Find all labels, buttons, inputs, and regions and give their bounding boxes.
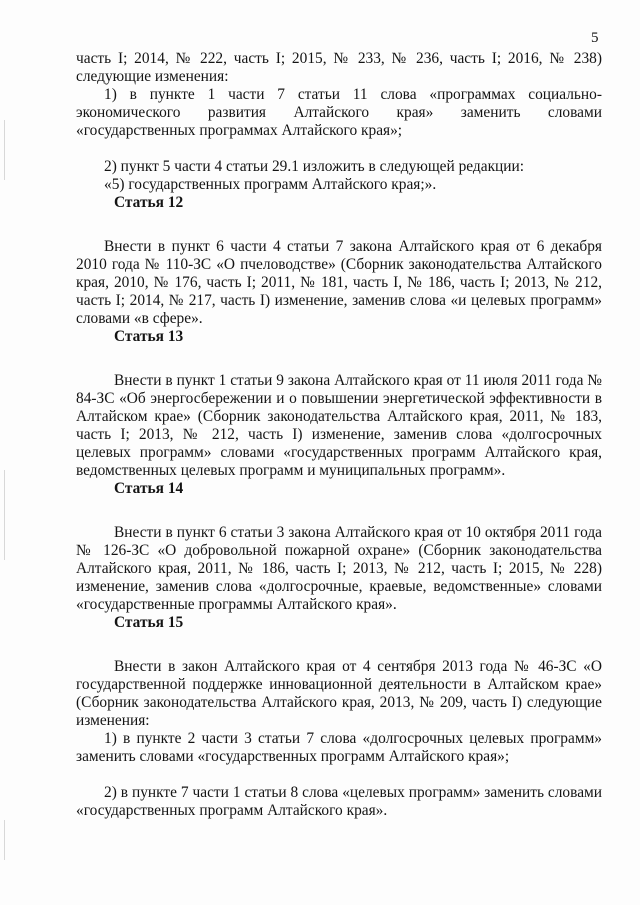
paragraph-item-1: 1) в пункте 1 части 7 статьи 11 слова «программах социально-экономического развития Алтайского края» заменить словами «государственных программах Алтайского края»; [76,86,602,139]
scan-edge-mark [4,120,5,180]
paragraph-item-2: 2) пункт 5 части 4 статьи 29.1 изложить в следующей редакции: [104,158,525,175]
article-12-text: Внести в пункт 6 части 4 статьи 7 закона Алтайского края от 6 декабря 2010 года № 110-ЗС «О пчеловодстве» (Сборник законодательства Алтайского края, 2010, № 176, часть I; 2011, № 181, часть I, № 186, часть I; 2013, № 212, часть I; 2014, № 217, часть I) изменение, заменив слова «и целевых программ» словами «в сфере». [76,238,602,327]
article-13-heading: Статья 13 [114,328,184,345]
scan-edge-mark [4,470,5,560]
article-15-text: Внести в закон Алтайского края от 4 сентября 2013 года № 46-ЗС «О государственной поддержке инновационной деятельности в Алтайском крае» (Сборник законодательства Алтайского края, 2013, № 209, часть I) следующие изменения: [76,658,602,729]
page-number: 5 [591,30,599,46]
document-body [76,50,602,820]
article-15-heading: Статья 15 [114,614,184,631]
paragraph-item-2-text: «5) государственных программ Алтайского края;». [104,176,437,193]
article-14-heading: Статья 14 [114,480,184,497]
article-15-item-1: 1) в пункте 2 части 3 статьи 7 слова «долгосрочных целевых программ» заменить словами «государственных программ Алтайского края»; [76,730,602,765]
article-13-text: Внести в пункт 1 статьи 9 закона Алтайского края от 11 июля 2011 года № 84-ЗС «Об энергосбережении и о повышении энергетической эффективности в Алтайском крае» (Сборник законодательства Алтайского края, 2011, № 183, часть I; 2013, № 212, часть I) изменение, заменив слова «долгосрочных целевых программ» словами «государственных программ Алтайского края, ведомственных целевых программ и муниципальных программ». [76,372,602,479]
article-14-text: Внести в пункт 6 статьи 3 закона Алтайского края от 10 октября 2011 года № 126-ЗС «О добровольной пожарной охране» (Сборник законодательства Алтайского края, 2011, № 186, часть I; 2013, № 212, часть I; 2015, № 228) изменение, заменив слова «долгосрочные, краевые, ведомственные» словами «государственные программы Алтайского края». [76,524,602,613]
article-15-item-2: 2) в пункте 7 части 1 статьи 8 слова «целевых программ» заменить словами «государственных программ Алтайского края». [76,784,602,819]
article-12-heading: Статья 12 [114,194,184,211]
paragraph-continuation: часть I; 2014, № 222, часть I; 2015, № 233, № 236, часть I; 2016, № 238) следующие изменения: [76,50,602,85]
scan-edge-mark [4,820,5,860]
